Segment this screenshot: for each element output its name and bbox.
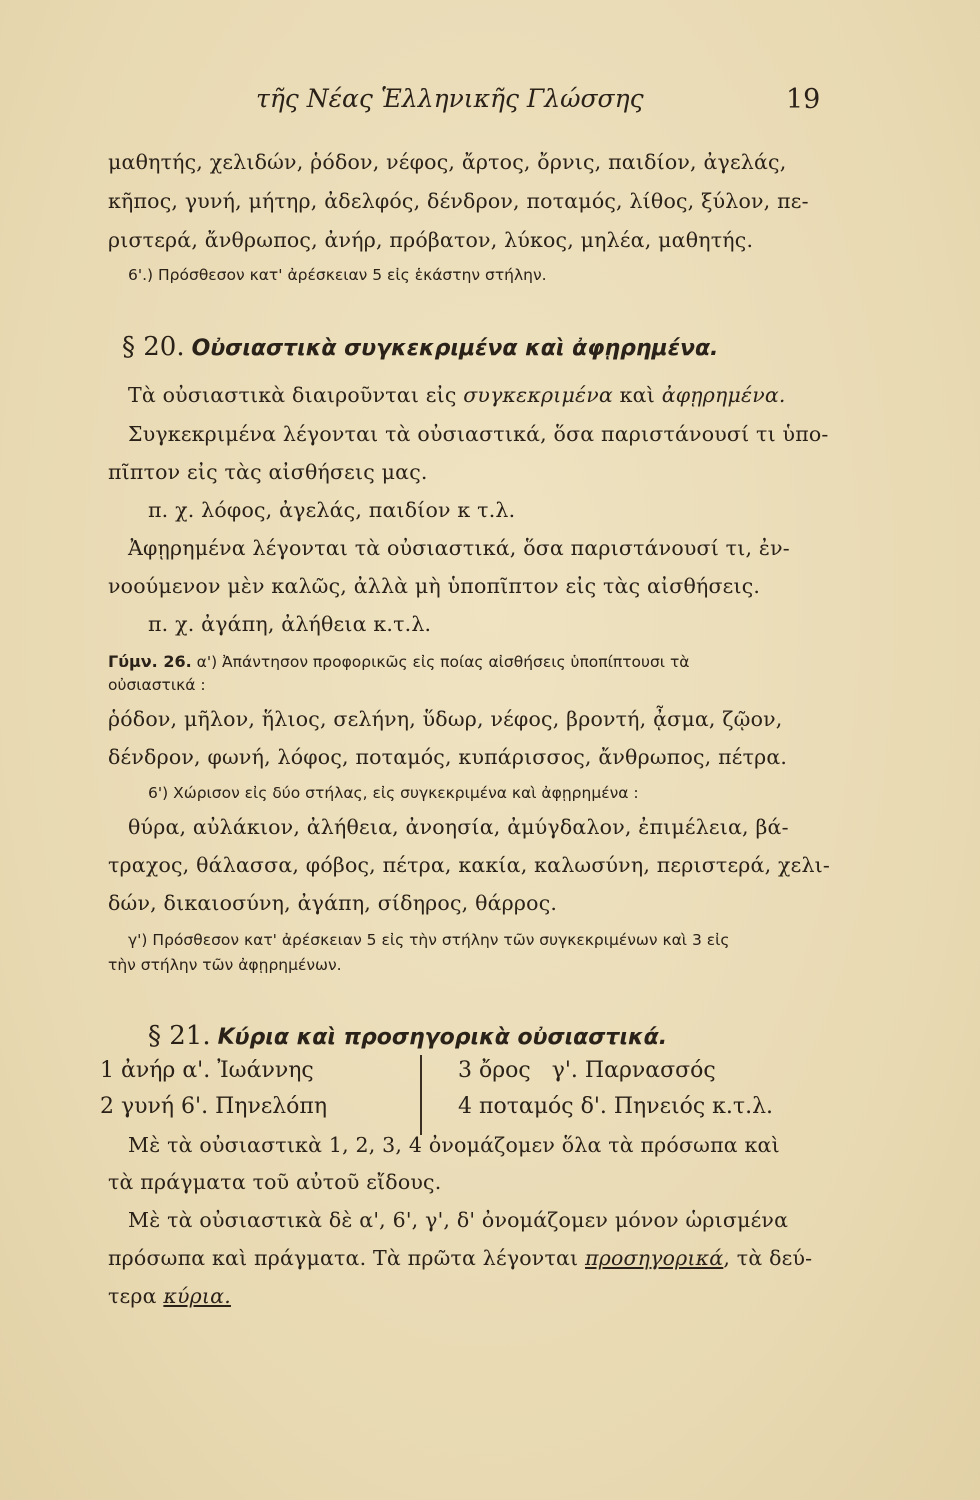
example-line: π. χ. λόφος, ἀγελάς, παιδίον κ τ.λ.	[148, 498, 516, 522]
table-row: 2 γυνή 6'. Πηνελόπη	[100, 1094, 328, 1119]
text-line: δένδρον, φωνή, λόφος, ποταμός, κυπάρισσος, ἄνθρωπος, πέτρα.	[108, 745, 788, 769]
text-line: ριστερά, ἄνθρωπος, ἀνήρ, πρόβατον, λύκος, μηλέα, μαθητής.	[108, 228, 754, 252]
text-line: Τὰ οὐσιαστικὰ διαιροῦνται εἰς συγκεκριμένα καὶ ἀφῃρημένα.	[128, 383, 786, 407]
exercise-line: οὐσιαστικά :	[108, 676, 206, 694]
section-title: Κύρια καὶ προσηγορικὰ οὐσιαστικά.	[217, 1025, 668, 1050]
exercise-line: γ') Πρόσθεσον κατ' ἀρέσκειαν 5 εἰς τὴν στήλην τῶν συγκεκριμένων καὶ 3 εἰς	[128, 931, 730, 949]
text-line: μαθητής, χελιδών, ῥόδον, νέφος, ἄρτος, ὄρνις, παιδίον, ἀγελάς,	[108, 150, 787, 174]
example-line: π. χ. ἀγάπη, ἀλήθεια κ.τ.λ.	[148, 612, 432, 636]
text-line: τὰ πράγματα τοῦ αὐτοῦ εἴδους.	[108, 1170, 442, 1194]
text-line: τερα κύρια.	[108, 1284, 231, 1308]
section-20-heading	[122, 332, 718, 362]
table-row: 1 ἀνήρ α'. Ἰωάννης	[100, 1058, 314, 1083]
text-line: κῆπος, γυνή, μήτηρ, ἀδελφός, δένδρον, ποταμός, λίθος, ξύλον, πε-	[108, 189, 809, 213]
text-line: νοούμενον μὲν καλῶς, ἀλλὰ μὴ ὑποπῖπτον εἰς τὰς αἰσθήσεις.	[108, 574, 761, 598]
table-row: 3 ὄρος γ'. Παρνασσός	[458, 1058, 716, 1083]
section-number: § 21.	[148, 1021, 211, 1051]
exercise-heading: Γύμν. 26. α') Ἀπάντησον προφορικῶς εἰς ποίας αἰσθήσεις ὑποπίπτουσι τὰ	[108, 652, 690, 671]
text-line: Συγκεκριμένα λέγονται τὰ οὐσιαστικά, ὅσα παριστάνουσί τι ὑπο-	[128, 422, 829, 446]
table-row: 4 ποταμός δ'. Πηνειός κ.τ.λ.	[458, 1094, 774, 1119]
text-line: Μὲ τὰ οὐσιαστικὰ δὲ α', 6', γ', δ' ὀνομάζομεν μόνον ὡρισμένα	[128, 1208, 789, 1232]
exercise-line: 6'.) Πρόσθεσον κατ' ἀρέσκειαν 5 εἰς ἑκάστην στήλην.	[128, 266, 547, 284]
text-line: Μὲ τὰ οὐσιαστικὰ 1, 2, 3, 4 ὀνομάζομεν ὅλα τὰ πρόσωπα καὶ	[128, 1133, 780, 1157]
table-divider	[420, 1055, 422, 1135]
section-number: § 20.	[122, 332, 185, 362]
text-line: πῖπτον εἰς τὰς αἰσθήσεις μας.	[108, 460, 428, 484]
section-21-heading	[148, 1021, 667, 1051]
header-title: τῆς Νέας Ἑλληνικῆς Γλώσσης	[256, 84, 644, 113]
text-line: ῥόδον, μῆλον, ἥλιος, σελήνη, ὕδωρ, νέφος, βροντή, ᾆσμα, ζῷον,	[108, 707, 783, 731]
text-line: πρόσωπα καὶ πράγματα. Τὰ πρῶτα λέγονται προσηγορικά, τὰ δεύ-	[108, 1246, 813, 1270]
section-title: Οὐσιαστικὰ συγκεκριμένα καὶ ἀφῃρημένα.	[191, 336, 719, 361]
exercise-label: Γύμν. 26.	[108, 652, 192, 671]
text-line: Ἀφῃρημένα λέγονται τὰ οὐσιαστικά, ὅσα παριστάνουσί τι, ἐν-	[128, 536, 790, 560]
text-line: τραχος, θάλασσα, φόβος, πέτρα, κακία, καλωσύνη, περιστερά, χελι-	[108, 853, 831, 877]
exercise-line: 6') Χώρισον εἰς δύο στήλας, εἰς συγκεκριμένα καὶ ἀφῃρημένα :	[148, 784, 639, 802]
page-number: 19	[786, 84, 821, 115]
text-line: θύρα, αὐλάκιον, ἀλήθεια, ἀνοησία, ἀμύγδαλον, ἐπιμέλεια, βά-	[128, 815, 789, 839]
exercise-line: τὴν στήλην τῶν ἀφῃρημένων.	[108, 956, 342, 974]
text-line: δών, δικαιοσύνη, ἀγάπη, σίδηρος, θάρρος.	[108, 891, 558, 915]
